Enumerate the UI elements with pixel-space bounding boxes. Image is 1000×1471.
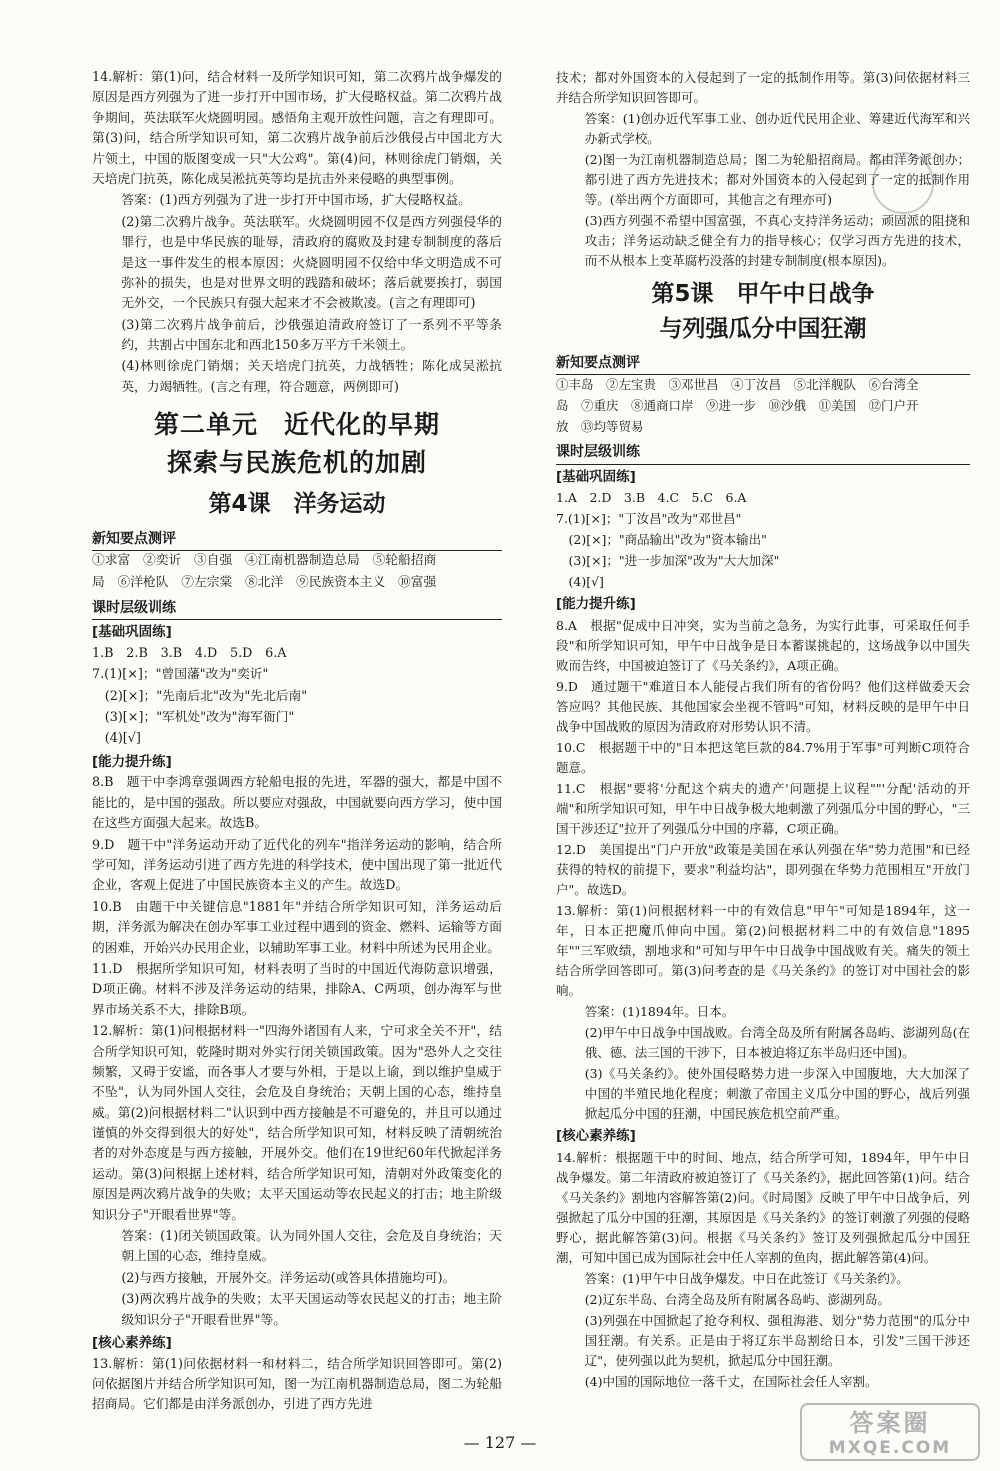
- lesson5-title: [556, 277, 970, 346]
- lesson5-q13-answer-3: (3)《马关条约》。使外国侵略势力进一步深入中国腹地，大大加深了中国的半殖民地化程度；刺激了帝国主义瓜分中国的野心，战后列强掀起瓜分中国的狂潮，中国民族危机空前严重。: [584, 1065, 970, 1121]
- lesson5-q9: 9.D 通过题干"难道日本人能侵占我们所有的省份吗？他们这样做委天会答应吗？其他民族、其他国家会坐视不管吗"可知，材料反映的是甲午中日战争中国战败的原因为清政府对形势认识不清。: [556, 678, 970, 734]
- lesson5-section-keshi: 课时层级训练: [556, 441, 970, 464]
- lesson4-q7-2: (2)[×]；"先南后北"改为"先北后南": [104, 688, 308, 704]
- lesson5-q7-3: (3)[×]；"进一步加深"改为"大大加深": [568, 553, 780, 569]
- lesson5-q14-analysis: 14.解析：根据题干中的时间、地点，结合所学可知，1894年，甲午中日战争爆发。第二年清政府被迫签订了《马关条约》，据此回答第(1)问。结合《马关条约》割地内容解答第(2)问。《时局图》反映了甲午中日战争后，列强掀起了瓜分中国的狂潮，其原因是《马关条约》的签订刺激了列强的侵略野心，据此解答第(3)问。根据《马关条约》签订及列强掀起瓜分中国狂潮，可知中国已成为国际社会中任人宰割的鱼肉，据此解答第(4)问。: [556, 1149, 970, 1265]
- lesson4-section-keshi: 课时层级训练: [92, 597, 502, 620]
- lesson5-title-line1: 第5课 甲午中日战争: [651, 281, 875, 307]
- lesson4-q10: 10.B 由题干中关键信息"1881年"并结合所学知识可知，洋务运动后期，洋务派为解决在创办军事工业过程中遇到的资金、燃料、运输等方面的困难，开始兴办民用企业，以辅助军事工业。材料中所述为民用企业。: [92, 899, 502, 956]
- lesson5-q13-analysis: 13.解析：第(1)问根据材料一中的有效信息"甲午"可知是1894年，这一年，日本正把魔爪伸向中国。第(2)问根据材料二中的有效信息"1895年""三军败绩，割地求和"可知与甲午中日战争中国战败有关。痛失的领土结合所学回答即可。第(3)问考查的是《马关条约》的签订对中国社会的影响。: [556, 902, 970, 998]
- watermark-line2: MXQE.COM: [828, 1437, 952, 1458]
- lesson4-section-xinzhi: 新知要点测评: [92, 528, 502, 551]
- lesson5-q14-answer-3: (3)列强在中国掀起了抢夺利权、强租海港、划分"势力范围"的瓜分中国狂潮。有关系。正是由于将辽东半岛割给日本，引发"三国干涉还辽"，使列强以此为契机，掀起瓜分中国狂潮。: [584, 1312, 970, 1368]
- lesson5-xinzhi-line3: 放 ⑬均等贸易: [556, 419, 644, 435]
- page-number: — 127 —: [463, 1433, 537, 1452]
- lesson5-jichu-heading: [基础巩固练]: [556, 468, 636, 485]
- lesson5-q7-2: (2)[×]；"商品输出"改为"资本输出": [568, 532, 767, 548]
- lesson4-jichu-heading: [基础巩固练]: [92, 624, 172, 641]
- lesson4-q13-answer-3: (3)西方列强不希望中国富强，不真心支持洋务运动；顽固派的阻挠和攻击；洋务运动缺乏健全有力的指导核心；仅学习西方先进的技术，而不从根本上变革腐朽没落的封建专制制度(根本原因)。: [584, 213, 970, 268]
- lesson4-q7-3: (3)[×]；"军机处"改为"海军衙门": [104, 710, 295, 726]
- lesson5-q13-answer-2: (2)甲午中日战争中国战败。台湾全岛及所有附属各岛屿、澎湖列岛(在俄、德、法三国的干涉下，日本被迫将辽东半岛归还中国)。: [584, 1024, 970, 1060]
- lesson4-q12-answer-2: (2)与西方接触，开展外交。洋务运动(或答具体措施均可)。: [121, 1270, 456, 1286]
- q14-answer-4: (4)林则徐虎门销烟；关天培虎门抗英，力战牺牲；陈化成吴淞抗英，力竭牺牲。(言之有理，符合题意，两例即可): [121, 359, 502, 395]
- lesson5-title-line2: 与列强瓜分中国狂潮: [659, 315, 867, 342]
- q14-answer-3: (3)第二次鸦片战争前后，沙俄强迫清政府签订了一系列不平等条约，共割占中国东北和西北150多万平方千米领土。: [121, 317, 502, 354]
- unit-title-line1: 第二单元 近代化的早期: [153, 410, 440, 440]
- lesson5-xinzhi-line1: ①丰岛 ②左宝贵 ③邓世昌 ④丁汝昌 ⑤北洋舰队 ⑥台湾全: [556, 377, 919, 393]
- lesson4-q12-answer-1: 答案：(1)闭关锁国政策。认为同外国人交往，会危及自身统治；天朝上国的心态，维持皇威。: [121, 1229, 502, 1265]
- q14-answer-1: 答案：(1)西方列强为了进一步打开中国市场，扩大侵略权益。: [121, 193, 471, 209]
- lesson4-mc-answers: 1.B 2.B 3.B 4.D 5.D 6.A: [92, 645, 287, 661]
- lesson5-nengli-heading: [能力提升练]: [556, 596, 636, 613]
- lesson5-q13-answer-1: 答案：(1)1894年。日本。: [584, 1003, 735, 1019]
- lesson4-hexin-heading: [核心素养练]: [92, 1335, 172, 1351]
- lesson4-q9: 9.D 题干中"洋务运动开动了近代化的列车"指洋务运动的影响，结合所学可知，洋务运动引进了西方先进的科学技术，使中国出现了第一批近代企业，客观上促进了中国民族资本主义的产生。故选D。: [92, 837, 502, 894]
- lesson5-q14-answer-4: (4)中国的国际地位一落千丈，在国际社会任人宰割。: [584, 1373, 878, 1389]
- lesson4-q13-answer-2: (2)图一为江南机器制造总局；图二为轮船招商局。都由洋务派创办；都引进了西方先进技术；都对外国资本的入侵起到了一定的抵制作用等。(举出两个方面即可，其他言之有理亦可): [584, 152, 970, 207]
- lesson4-q7-1: 7.(1)[×]；"曾国藩"改为"奕䜣": [92, 667, 269, 683]
- q14-answer-2: (2)第二次鸦片战争。英法联军。火烧圆明园不仅是西方列强侵华的罪行，也是中华民族的耻辱，清政府的腐败及封建专制制度的落后是这一事件发生的根本原因；火烧圆明园不仅给中华文明造成不可弥补的损失，也是对世界文明的践踏和破坏；落后就要挨打，弱国无外交，一个民族只有强大起来才不会被欺凌。(言之有理即可): [121, 214, 502, 312]
- lesson5-xinzhi-line2: 岛 ⑦重庆 ⑧通商口岸 ⑨进一步 ⑩沙俄 ⑪美国 ⑫门户开: [556, 398, 919, 414]
- lesson4-q12-answer-3: (3)两次鸦片战争的失败；太平天国运动等农民起义的打击；地主阶级知识分子"开眼看世界"等。: [121, 1292, 502, 1328]
- lesson4-q8: 8.B 题干中李鸿章强调西方轮船电报的先进，军器的强大，都是中国不能比的，是中国的强敌。所以要应对强敌，中国就要向西方学习，使中国在这些方面强大起来。故选B。: [92, 775, 502, 832]
- lesson5-q7-4: (4)[√]: [568, 574, 604, 590]
- lesson4-q12-analysis: 12.解析：第(1)问根据材料一"四海外诸国有人来，宁可求全关不开"，结合所学知识可知，乾隆时期对外实行闭关锁国政策。因为"恐外人之交往频繁，又碍于安谧，而各事人才要与外相，于是以上谕，到以维护皇威于不坠"，认为同外国人交往，会危及自身统治；天朝上国的心态，维持皇威。第(2)问根据材料二"认识到中西方接触是不可避免的，并且可以通过谨慎的外交得到很大的好处"，结合所学知识可知，材料反映了清朝统治者的对外态度是与西方接触，开展外交。他们在19世纪60年代掀起洋务运动。第(3)问根据上述材料，结合所学知识可知，清朝对外政策变化的原因是两次鸦片战争的失败；太平天国运动等农民起义的打击；地主阶级知识分子"开眼看世界"等。: [92, 1024, 502, 1223]
- lesson4-q11: 11.D 根据所学知识可知，材料表明了当时的中国近代海防意识增强，D项正确。材料不涉及洋务运动的结果，排除A、C两项，创办海军与世界市场关系不大，排除B项。: [92, 961, 502, 1018]
- unit-title: [92, 406, 502, 481]
- lesson4-q13-analysis-cont: 技术；都对外国资本的入侵起到了一定的抵制作用等。第(3)问依据材料三并结合所学知识回答即可。: [556, 70, 970, 105]
- lesson5-q14-answer-1: 答案：(1)甲午中日战争爆发。中日在此签订《马关条约》。: [584, 1270, 909, 1286]
- lesson4-q13-answer-1: 答案：(1)创办近代军事工业、创办近代民用企业、筹建近代海军和兴办新式学校。: [584, 111, 970, 146]
- lesson5-mc-answers: 1.A 2.D 3.B 4.C 5.C 6.A: [556, 490, 747, 506]
- lesson4-nengli-heading: [能力提升练]: [92, 753, 172, 770]
- lesson5-hexin-heading: [核心素养练]: [556, 1127, 636, 1144]
- lesson4-xinzhi-line2: 局 ⑥洋枪队 ⑦左宗棠 ⑧北洋 ⑨民族资本主义 ⑩富强: [92, 574, 437, 590]
- q14-analysis: 14.解析：第(1)问，结合材料一及所学知识可知，第二次鸦片战争爆发的原因是西方列强为了进一步打开中国市场，扩大侵略权益。第二次鸦片战争期间，英法联军火烧圆明园。感悟角主观开放性问题，言之有理即可。第(3)问，结合所学知识可知，第二次鸦片战争前后沙俄侵占中国北方大片领土，中国的版图变成一只"大公鸡"。第(4)问，林则徐虎门销烟，关天培虎门抗英，陈化成吴淞抗英等均是抗击外来侵略的典型事例。: [92, 70, 502, 187]
- lesson5-q7-1: 7.(1)[×]；"丁汝昌"改为"邓世昌": [556, 511, 742, 527]
- lesson5-q14-answer-2: (2)辽东半岛、台湾全岛及所有附属各岛屿、澎湖列岛。: [584, 1291, 890, 1307]
- right-column: [556, 68, 970, 1393]
- lesson5-q8: 8.A 根据"促成中日冲突，实为当前之急务，为实行此事，可采取任何手段"和所学知识可知，甲午中日战争是日本蓄谋挑起的，这场战争以中国失败而告终，中国被迫签订了《马关条约》，A项正确。: [556, 617, 970, 673]
- watermark-logo: [800, 1403, 980, 1461]
- left-column: [92, 68, 502, 1417]
- lesson5-q10: 10.C 根据题干中的"日本把这笔巨款的84.7%用于军事"可判断C项符合题意。: [556, 739, 970, 775]
- lesson4-q7-4: (4)[√]: [104, 731, 141, 747]
- watermark-line1: 答案圈: [849, 1409, 931, 1437]
- unit-title-line2: 探索与民族危机的加剧: [166, 447, 427, 477]
- lesson5-q11: 11.C 根据"要将'分配这个病夫的遗产'问题提上议程""'分配'活动的开端"和所学知识可知，甲午中日战争极大地刺激了列强瓜分中国的野心，"三国干涉还辽"拉开了列强瓜分中国的序幕，C项正确。: [556, 780, 970, 836]
- lesson4-q13-analysis: 13.解析：第(1)问依据材料一和材料二，结合所学知识回答即可。第(2)问依据图片并结合所学知识可知，图一为江南机器制造总局，图二为轮船招商局。它们都是由洋务派创办，引进了西方先进: [92, 1356, 502, 1413]
- lesson5-section-xinzhi: 新知要点测评: [556, 352, 970, 375]
- lesson5-q12: 12.D 美国提出"门户开放"政策是美国在承认列强在华"势力范围"和已经获得的特权的前提下，要求"利益均沾"，即列强在华势力范围相互"开放门户"。故选D。: [556, 841, 970, 897]
- lesson4-xinzhi-line1: ①求富 ②奕䜣 ③自强 ④江南机器制造总局 ⑤轮船招商: [92, 553, 437, 569]
- lesson4-title: 第4课 洋务运动: [208, 491, 386, 518]
